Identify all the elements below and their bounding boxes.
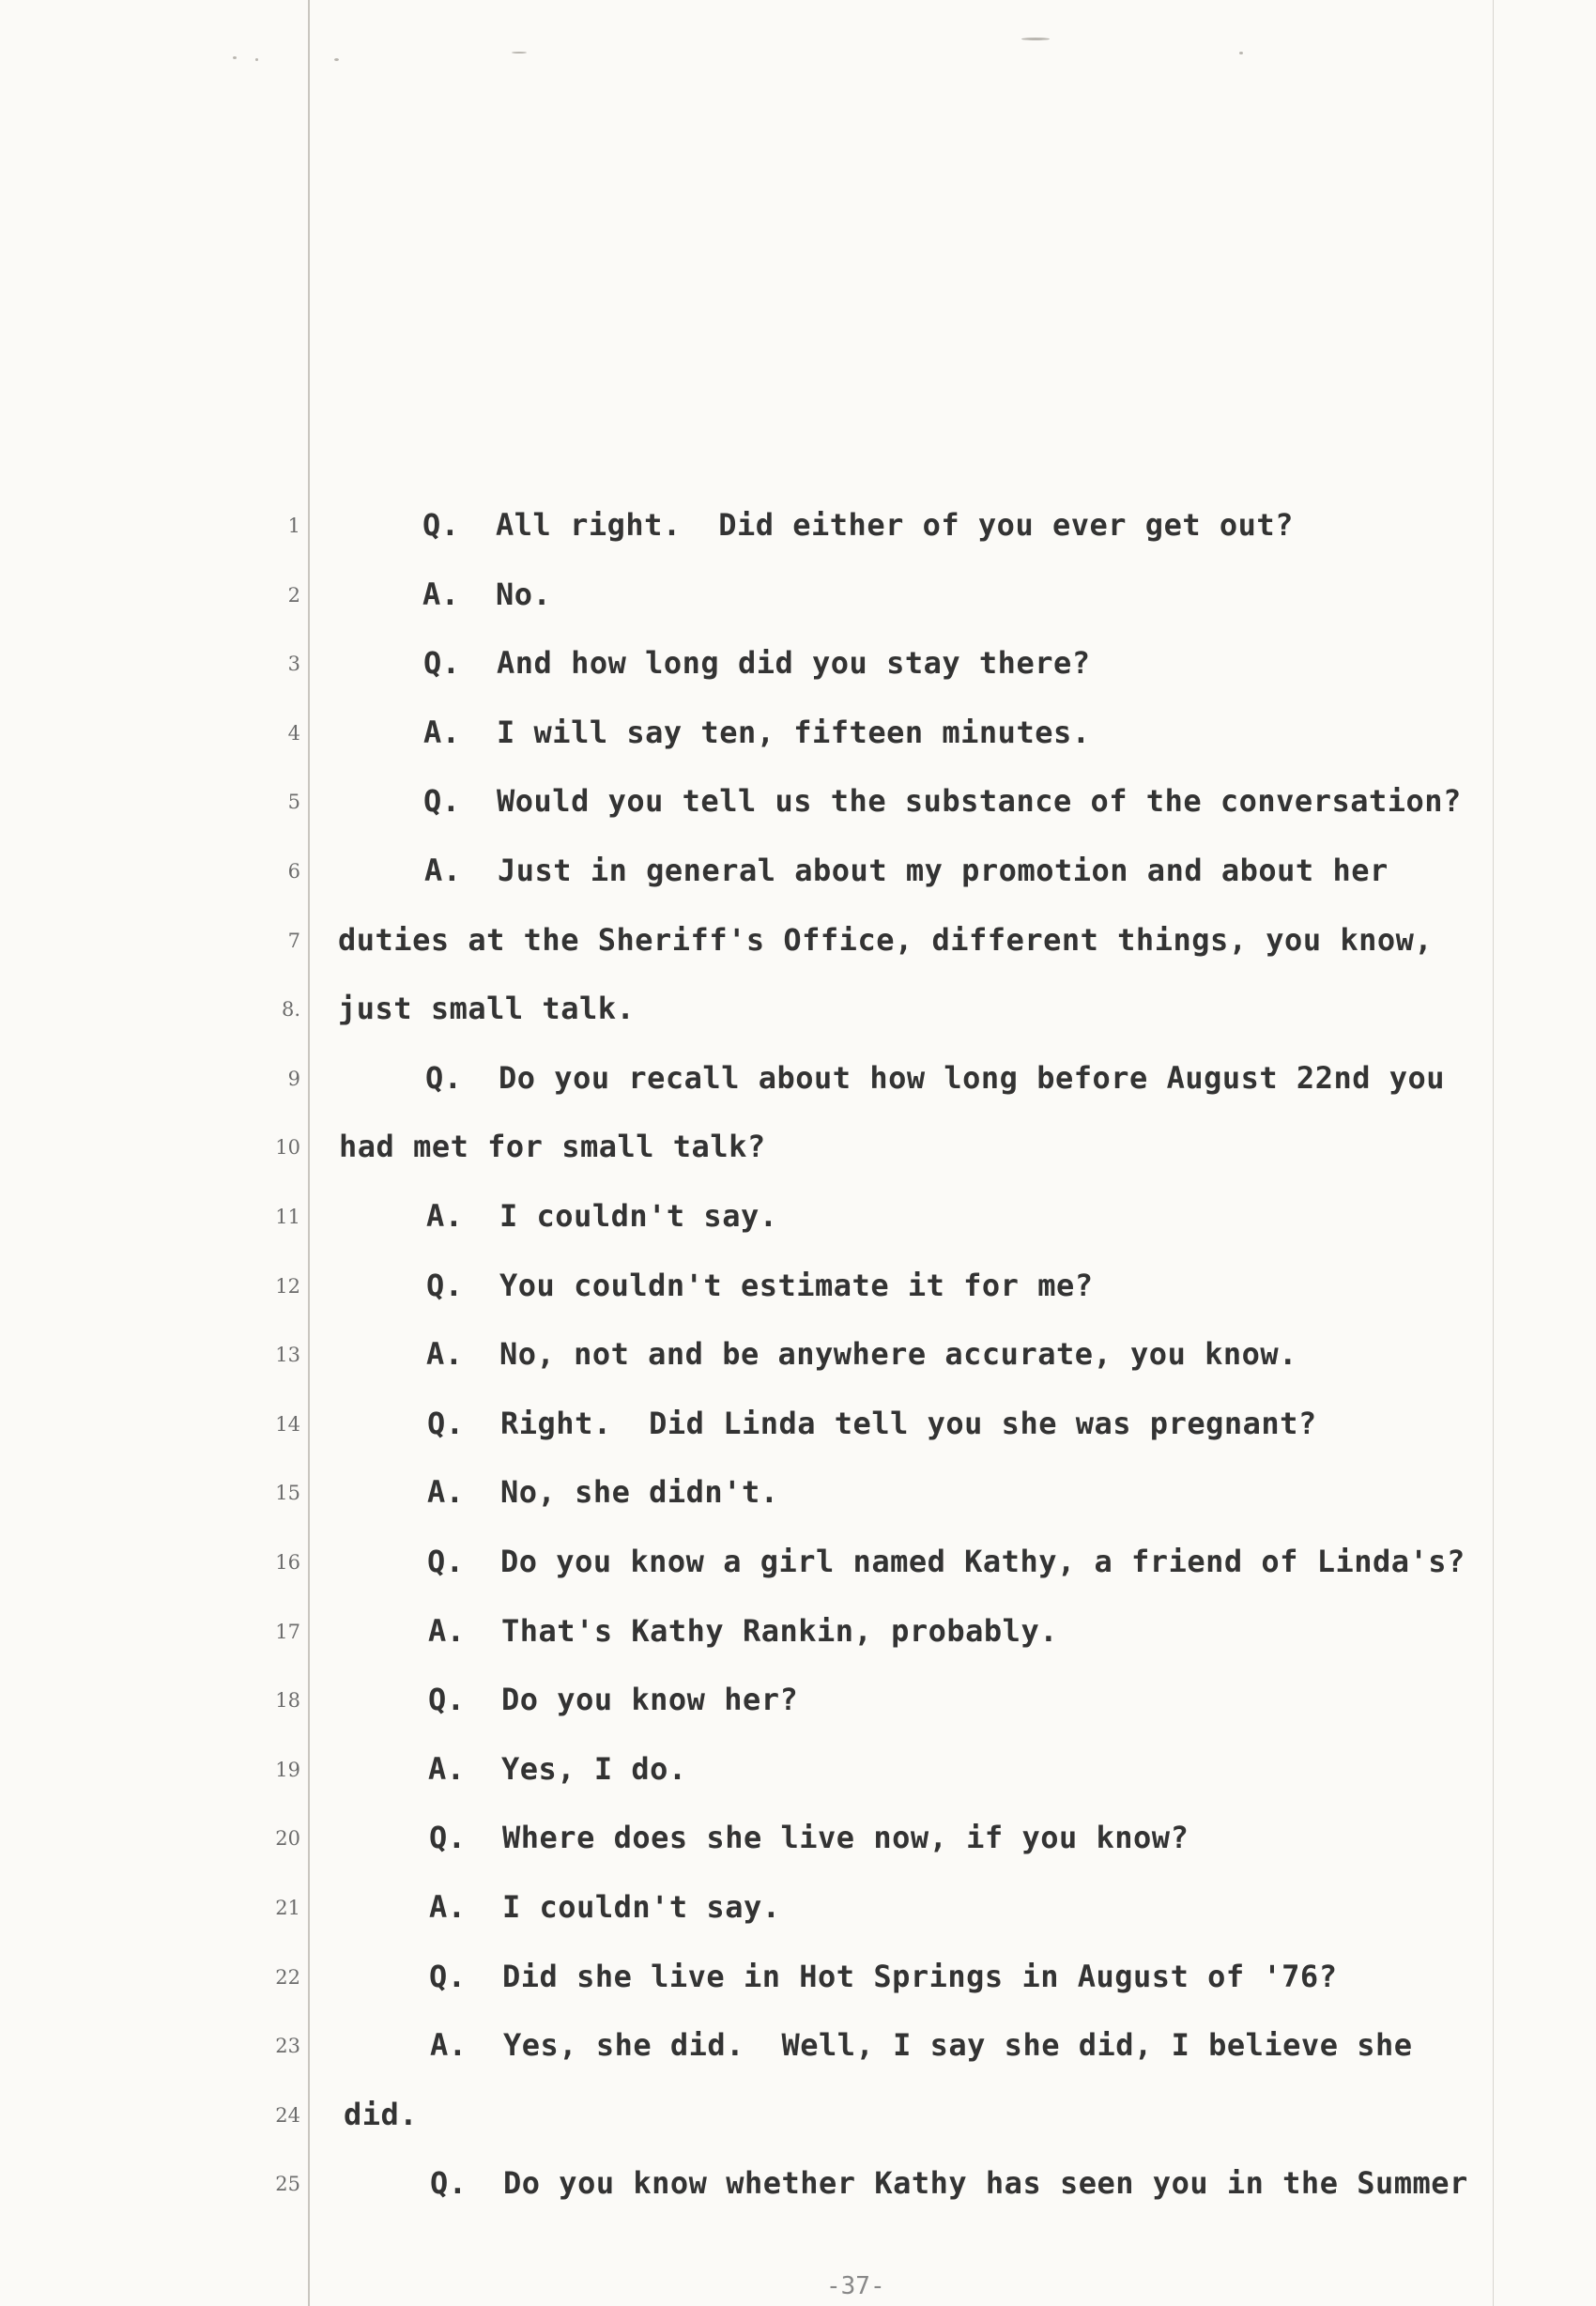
transcript-line (424, 853, 1389, 888)
transcript-line (427, 1406, 1317, 1441)
line-text: I couldn't say. (502, 1889, 781, 1925)
transcript-line (339, 1129, 766, 1164)
line-number: 23 (275, 2035, 300, 2057)
transcript-line (430, 2027, 1413, 2063)
line-text: Do you know a girl named Kathy, a friend of Linda's? (500, 1544, 1466, 1579)
line-text: Right. Did Linda tell you she was pregnant? (500, 1406, 1317, 1441)
transcript-line (423, 715, 1091, 750)
transcript-line (423, 645, 1091, 681)
scan-speck (233, 56, 237, 59)
speaker-label: Q. (427, 1544, 465, 1579)
line-text: Where does she live now, if you know? (502, 1820, 1189, 1855)
transcript-line (429, 1820, 1189, 1855)
line-number: 10 (275, 1136, 300, 1159)
speaker-label: A. (424, 853, 462, 888)
line-number: 5 (287, 791, 300, 813)
line-number: 15 (275, 1482, 300, 1504)
transcript-line (429, 1889, 780, 1925)
speaker-label: A. (430, 2027, 468, 2063)
line-text: just small talk. (338, 991, 636, 1026)
line-text: Do you recall about how long before August 22nd you (499, 1060, 1446, 1096)
speaker-label: Q. (428, 1682, 466, 1717)
speaker-label: Q. (429, 1820, 467, 1855)
transcript-line (427, 1474, 778, 1510)
speaker-label: A. (423, 715, 461, 750)
line-text: And how long did you stay there? (497, 645, 1091, 681)
line-number: 1 (287, 515, 300, 537)
line-number: 6 (287, 860, 300, 883)
line-text: No, she didn't. (500, 1474, 779, 1510)
line-text: I will say ten, fifteen minutes. (497, 715, 1091, 750)
line-number: 22 (275, 1966, 300, 1989)
speaker-label: Q. (427, 1406, 465, 1441)
scan-speck (334, 58, 339, 61)
speaker-label: A. (426, 1336, 464, 1372)
speaker-label: A. (429, 1889, 467, 1925)
transcript-line (426, 1268, 1094, 1303)
line-number: 8. (281, 998, 300, 1021)
line-number: 9 (287, 1068, 300, 1090)
speaker-label: Q. (425, 1060, 463, 1096)
line-number: 21 (275, 1897, 300, 1919)
scan-speck (512, 52, 527, 54)
transcript-line (428, 1613, 1058, 1649)
line-text: Yes, I do. (501, 1751, 687, 1787)
scan-speck (1239, 52, 1243, 54)
transcript-line (423, 783, 1462, 819)
speaker-label: A. (427, 1474, 465, 1510)
line-text: Just in general about my promotion and about her (498, 853, 1389, 888)
line-number: 20 (275, 1827, 300, 1850)
line-text: Did she live in Hot Springs in August of '76? (502, 1959, 1338, 1994)
transcript-line (338, 922, 1433, 958)
speaker-label: Q. (423, 645, 461, 681)
transcript-line (428, 1682, 798, 1717)
speaker-label: A. (422, 576, 460, 612)
speaker-label: A. (426, 1198, 464, 1234)
line-number: 2 (287, 584, 300, 607)
transcript-line (426, 1198, 777, 1234)
line-text: duties at the Sheriff's Office, different things, you know, (338, 922, 1434, 958)
speaker-label: Q. (429, 1959, 467, 1994)
line-number: 24 (275, 2104, 300, 2127)
transcript-line (426, 1336, 1297, 1372)
line-number: 4 (287, 722, 300, 745)
line-text: You couldn't estimate it for me? (499, 1268, 1094, 1303)
line-text: had met for small talk? (339, 1129, 766, 1164)
transcript-line (430, 2165, 1468, 2201)
line-number: 7 (287, 930, 300, 952)
line-text: No, not and be anywhere accurate, you know. (499, 1336, 1297, 1372)
line-number: 11 (275, 1206, 300, 1228)
line-number: 17 (275, 1621, 300, 1643)
speaker-label: Q. (423, 783, 461, 819)
line-number: 12 (275, 1275, 300, 1298)
speaker-label: A. (428, 1751, 466, 1787)
scan-speck (1021, 38, 1050, 40)
line-text: Would you tell us the substance of the conversation? (497, 783, 1462, 819)
transcript-line (422, 507, 1294, 543)
speaker-label: A. (428, 1613, 466, 1649)
line-text: No. (496, 576, 552, 612)
line-text: Yes, she did. Well, I say she did, I believe she (503, 2027, 1413, 2063)
line-number: 25 (275, 2173, 300, 2195)
page-number: -37- (826, 2272, 885, 2300)
transcript-line (422, 576, 551, 612)
line-number: 16 (275, 1551, 300, 1574)
line-number: 19 (275, 1759, 300, 1781)
left-margin-rule (308, 0, 310, 2306)
line-text: Do you know her? (501, 1682, 799, 1717)
transcript-line (429, 1959, 1337, 1994)
transcript-line (428, 1751, 687, 1787)
line-text: did. (344, 2097, 419, 2132)
speaker-label: Q. (430, 2165, 468, 2201)
line-number: 18 (275, 1689, 300, 1712)
speaker-label: Q. (426, 1268, 464, 1303)
line-text: I couldn't say. (499, 1198, 778, 1234)
scan-speck (255, 58, 258, 61)
line-text: Do you know whether Kathy has seen you in the Summer (503, 2165, 1468, 2201)
transcript-line (425, 1060, 1445, 1096)
line-text: That's Kathy Rankin, probably. (501, 1613, 1058, 1649)
line-text: All right. Did either of you ever get out? (496, 507, 1294, 543)
line-number: 14 (275, 1413, 300, 1436)
right-margin-rule (1493, 0, 1494, 2306)
transcript-line (344, 2097, 418, 2132)
speaker-label: Q. (422, 507, 460, 543)
transcript-line (427, 1544, 1466, 1579)
transcript-line (338, 991, 635, 1026)
line-number: 3 (287, 653, 300, 675)
line-number: 13 (275, 1344, 300, 1366)
